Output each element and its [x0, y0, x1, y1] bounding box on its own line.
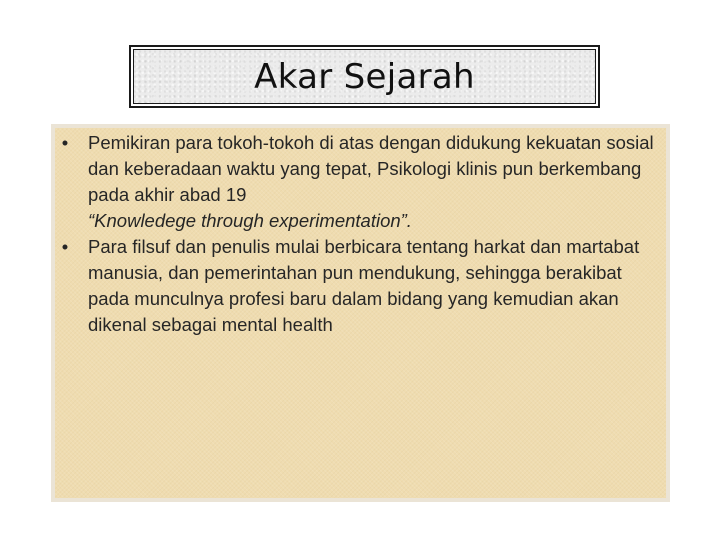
- title-frame: [129, 45, 600, 108]
- bullet-text: Para filsuf dan penulis mulai berbicara tentang harkat dan martabat manusia, dan pemerintahan pun mendukung, sehingga berakibat pada munculnya profesi baru dalam bidang yang kemudian akan dikenal sebagai mental health: [88, 236, 640, 335]
- title-panel: [133, 49, 596, 104]
- bullet-icon: •: [61, 236, 69, 257]
- bullet-list: [58, 130, 664, 338]
- bullet-item: [58, 130, 664, 234]
- slide-title: Akar Sejarah: [254, 56, 475, 97]
- bullet-icon: •: [61, 132, 69, 153]
- bullet-quote: “Knowledege through experimentation”.: [88, 210, 412, 231]
- bullet-text: Pemikiran para tokoh-tokoh di atas dengan didukung kekuatan sosial dan keberadaan waktu yang tepat, Psikologi klinis pun berkembang pada akhir abad 19: [88, 132, 654, 205]
- bullet-item: [58, 234, 664, 338]
